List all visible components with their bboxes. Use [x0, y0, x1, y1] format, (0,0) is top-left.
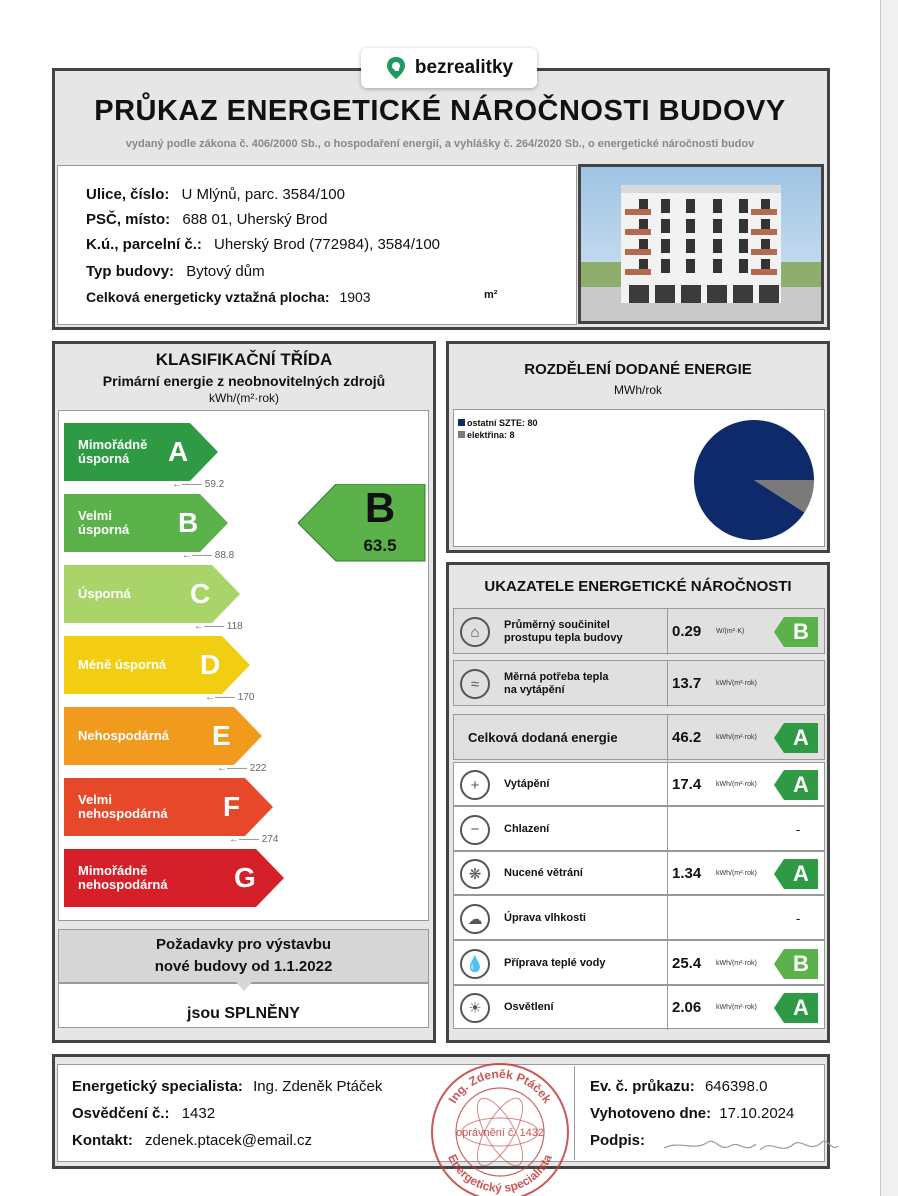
class-bar-e — [64, 707, 262, 765]
legend-swatch — [458, 431, 465, 438]
bezrealitky-logo[interactable] — [361, 48, 537, 88]
indicator-row — [453, 851, 825, 895]
class-letter-f: F — [223, 791, 241, 822]
class-threshold-b — [182, 550, 234, 561]
specialist-value: Ing. Zdeněk Ptáček — [253, 1078, 383, 1095]
stamp-bottom-text: Energetický specialista — [445, 1152, 555, 1196]
class-label-line1: Méně úsporná — [78, 657, 167, 672]
class-threshold-a — [172, 479, 224, 490]
indicator-divider — [667, 896, 668, 941]
distribution-unit: MWh/rok — [614, 383, 662, 397]
logo-text: bezrealitky — [414, 57, 514, 78]
class-bar-a — [64, 423, 218, 481]
class-label-f — [78, 793, 168, 821]
contact-value: zdenek.ptacek@email.cz — [145, 1132, 312, 1149]
class-label-b — [78, 509, 129, 537]
class-letter-b: B — [178, 507, 199, 538]
cert-label: Osvědčení č.: — [72, 1105, 170, 1122]
cert-row — [72, 1105, 215, 1122]
indicator-unit: kWh/(m²·rok) — [716, 1004, 757, 1011]
indicator-no-value: - — [796, 821, 801, 837]
indicator-name — [504, 912, 586, 925]
psc-label: PSČ, místo: — [86, 211, 171, 228]
class-label-e — [78, 729, 169, 743]
indicator-grade-letter: B — [793, 619, 809, 644]
threshold-arrow-icon: ←—— — [172, 479, 205, 490]
street-value: U Mlýnů, parc. 3584/100 — [181, 186, 345, 203]
sign-row — [590, 1132, 645, 1149]
indicator-name — [504, 671, 609, 697]
indicator-name-line1: Měrná potřeba tepla — [504, 671, 609, 683]
class-label-line1: Velmi — [78, 792, 112, 807]
indicator-no-value: - — [796, 910, 801, 926]
indicator-divider — [667, 941, 668, 986]
indicator-name-line1: Příprava teplé vody — [504, 956, 606, 969]
indicator-value: 17.4 — [672, 776, 702, 793]
page-title: PRŮKAZ ENERGETICKÉ NÁROČNOSTI BUDOVY — [94, 95, 786, 127]
class-letter-a: A — [168, 436, 189, 467]
psc-value: 688 01, Uherský Brod — [182, 211, 328, 228]
indicator-name — [504, 823, 549, 836]
indicator-value: 2.06 — [672, 999, 702, 1016]
class-label-line1: Mimořádně — [78, 437, 148, 452]
ev-value: 646398.0 — [704, 1078, 768, 1095]
bulb-icon: ☀ — [460, 993, 490, 1023]
result-class-letter: B — [364, 484, 396, 531]
cert-value: 1432 — [181, 1105, 216, 1122]
ku-label: K.ú., parcelní č.: — [86, 236, 202, 253]
ev-label: Ev. č. průkazu: — [590, 1078, 695, 1095]
indicator-name-line1: Nucené větrání — [504, 867, 583, 879]
indicator-name — [504, 1001, 554, 1014]
threshold-arrow-icon: ←—— — [217, 763, 250, 774]
indicators-title: UKAZATELE ENERGETICKÉ NÁROČNOSTI — [484, 578, 792, 595]
type-label: Typ budovy: — [86, 263, 175, 280]
indicator-value: 1.34 — [672, 865, 702, 882]
indicator-row — [453, 608, 825, 654]
classification-unit: kWh/(m²·rok) — [209, 391, 279, 405]
ev-row — [590, 1078, 768, 1095]
indicator-grade-letter: A — [793, 861, 809, 886]
threshold-value: 88.8 — [214, 550, 235, 561]
class-label-line1: Mimořádně — [78, 863, 148, 878]
result-class-value: 63.5 — [363, 536, 397, 555]
indicator-value: 46.2 — [672, 729, 702, 746]
indicator-row — [453, 714, 825, 760]
pie-chart — [690, 418, 820, 542]
area-row — [86, 289, 371, 305]
requirements-line2: nové budovy od 1.1.2022 — [154, 958, 333, 975]
indicator-name-line2: na vytápění — [504, 684, 565, 696]
indicator-row — [453, 660, 825, 706]
contact-row — [72, 1132, 312, 1149]
indicator-divider — [667, 661, 668, 707]
indicator-value: 0.29 — [672, 623, 702, 640]
threshold-arrow-icon: ←—— — [194, 621, 227, 632]
indicator-name — [504, 957, 606, 970]
legend-label: ostatní SZTE: 80 — [467, 418, 538, 428]
class-threshold-f — [229, 834, 278, 845]
indicator-grade-badge — [774, 993, 818, 1023]
indicator-name — [504, 778, 549, 791]
street-label: Ulice, číslo: — [86, 186, 170, 203]
legend-swatch — [458, 419, 465, 426]
class-bar-d — [64, 636, 250, 694]
indicator-divider — [667, 986, 668, 1030]
class-bar-c — [64, 565, 240, 623]
building-photo — [578, 164, 824, 324]
heat-need-icon: ≈ — [460, 669, 490, 699]
date-row — [590, 1105, 794, 1122]
indicator-value: 13.7 — [672, 675, 702, 692]
classification-title: KLASIFIKAČNÍ TŘÍDA — [155, 350, 333, 369]
indicator-divider — [667, 807, 668, 852]
indicator-name — [504, 867, 583, 880]
area-unit: m² — [484, 289, 498, 301]
requirements-pointer — [236, 982, 252, 992]
specialist-stamp — [424, 1060, 576, 1196]
indicator-divider — [667, 763, 668, 807]
indicator-unit: kWh/(m²·rok) — [716, 870, 757, 877]
signature-scribble — [660, 1130, 840, 1162]
page-edge-strip — [880, 0, 898, 1196]
class-label-line2: úsporná — [78, 451, 130, 466]
class-label-line2: nehospodárná — [78, 877, 168, 892]
threshold-arrow-icon: ←—— — [205, 692, 238, 703]
date-label: Vyhotoveno dne: — [590, 1105, 712, 1122]
indicator-grade-badge — [774, 949, 818, 979]
type-value: Bytový dům — [186, 263, 265, 280]
indicator-unit: kWh/(m²·rok) — [716, 680, 757, 687]
indicator-row — [453, 806, 825, 851]
classification-subtitle: Primární energie z neobnovitelných zdrojů — [102, 373, 386, 389]
svg-text:Ing. Zdeněk Ptáček — [446, 1067, 555, 1106]
pie-legend — [458, 418, 538, 442]
area-value: 1903 — [339, 289, 371, 305]
threshold-arrow-icon: ←—— — [182, 550, 215, 561]
indicator-grade-letter: A — [793, 725, 809, 750]
stamp-top-text: Ing. Zdeněk Ptáček — [445, 1066, 555, 1106]
indicator-name-line1: Úprava vlhkosti — [504, 911, 586, 924]
class-threshold-c — [194, 621, 243, 632]
class-label-a — [78, 438, 147, 466]
specialist-label: Energetický specialista: — [72, 1078, 243, 1095]
indicator-unit: kWh/(m²·rok) — [716, 959, 757, 967]
indicator-grade-letter: A — [793, 995, 809, 1020]
indicator-grade-badge — [774, 859, 818, 889]
indicator-name-line1: Vytápění — [504, 778, 550, 790]
tap-icon: 💧 — [460, 949, 490, 979]
requirements-status: jsou SPLNĚNY — [187, 1005, 300, 1022]
psc-row — [86, 211, 327, 228]
indicator-unit: W/(m²·K) — [716, 628, 745, 635]
page-subtitle: vydaný podle zákona č. 406/2000 Sb., o hospodaření energií, a vyhlášky č. 264/2020 Sb., o energetické náročnosti budov — [125, 138, 755, 150]
ku-row — [86, 236, 440, 253]
ku-value: Uherský Brod (772984), 3584/100 — [214, 236, 441, 253]
requirements-line1: Požadavky pro výstavbu — [155, 936, 332, 953]
type-row — [86, 263, 265, 280]
distribution-title: ROZDĚLENÍ DODANÉ ENERGIE — [524, 361, 752, 378]
class-label-c — [78, 587, 131, 601]
class-threshold-d — [205, 692, 254, 703]
indicator-name-line1: Celková dodaná energie — [468, 730, 618, 745]
indicator-unit: kWh/(m²·rok) — [716, 734, 757, 741]
indicator-row — [453, 762, 825, 806]
class-letter-d: D — [200, 649, 221, 680]
indicator-name-line1: Chlazení — [504, 822, 550, 835]
threshold-value: 170 — [237, 692, 255, 703]
thermometer-minus-icon: − — [460, 815, 490, 845]
legend-item — [458, 418, 538, 428]
indicator-grade-badge — [774, 723, 818, 753]
class-label-line2: úsporná — [78, 522, 130, 537]
indicator-divider — [667, 852, 668, 896]
indicator-name — [468, 731, 618, 744]
class-bar-b — [64, 494, 228, 552]
indicator-unit: kWh/(m²·rok) — [716, 781, 757, 788]
logo-pin-icon — [385, 56, 407, 80]
humidity-icon: ☁ — [460, 904, 490, 934]
specialist-row — [72, 1078, 382, 1095]
indicator-grade-badge — [774, 617, 818, 647]
class-letter-g: G — [234, 862, 256, 893]
class-bar-g — [64, 849, 284, 907]
indicator-grade-letter: B — [793, 950, 809, 976]
house-icon: ⌂ — [460, 617, 490, 647]
class-letter-c: C — [190, 578, 211, 609]
thermometer-plus-icon: + — [460, 770, 490, 800]
class-label-g — [78, 864, 168, 892]
threshold-value: 222 — [249, 763, 267, 774]
area-label: Celková energeticky vztažná plocha: — [86, 289, 330, 305]
class-label-d — [78, 658, 166, 672]
class-label-line1: Velmi — [78, 508, 112, 523]
indicator-row — [453, 940, 825, 985]
class-label-line2: nehospodárná — [78, 806, 168, 821]
indicator-name-line2: prostupu tepla budovy — [504, 632, 623, 644]
sign-label: Podpis: — [590, 1132, 645, 1149]
stamp-mid-text: oprávnění č. 1432 — [455, 1127, 545, 1139]
class-bar-f — [64, 778, 273, 836]
threshold-arrow-icon: ←—— — [229, 834, 262, 845]
class-label-line1: Úsporná — [78, 586, 131, 601]
indicator-name-line1: Průměrný součinitel — [504, 619, 610, 631]
class-threshold-e — [217, 763, 266, 774]
indicator-row — [453, 985, 825, 1029]
indicator-grade-letter: A — [793, 772, 809, 797]
threshold-value: 274 — [261, 834, 279, 845]
fan-icon: ❋ — [460, 859, 490, 889]
threshold-value: 59.2 — [204, 479, 225, 490]
contact-label: Kontakt: — [72, 1132, 133, 1149]
legend-item — [458, 430, 538, 440]
legend-label: elektřina: 8 — [467, 430, 515, 440]
class-label-line1: Nehospodárná — [78, 728, 170, 743]
indicator-row — [453, 895, 825, 940]
class-letter-e: E — [212, 720, 231, 751]
street-row — [86, 186, 345, 203]
indicator-divider — [667, 715, 668, 761]
indicator-grade-badge — [774, 770, 818, 800]
indicator-divider — [667, 609, 668, 655]
indicator-name-line1: Osvětlení — [504, 1001, 554, 1013]
indicator-name — [504, 619, 623, 645]
date-value: 17.10.2024 — [719, 1105, 795, 1122]
threshold-value: 118 — [226, 621, 243, 632]
indicator-value: 25.4 — [672, 954, 702, 972]
